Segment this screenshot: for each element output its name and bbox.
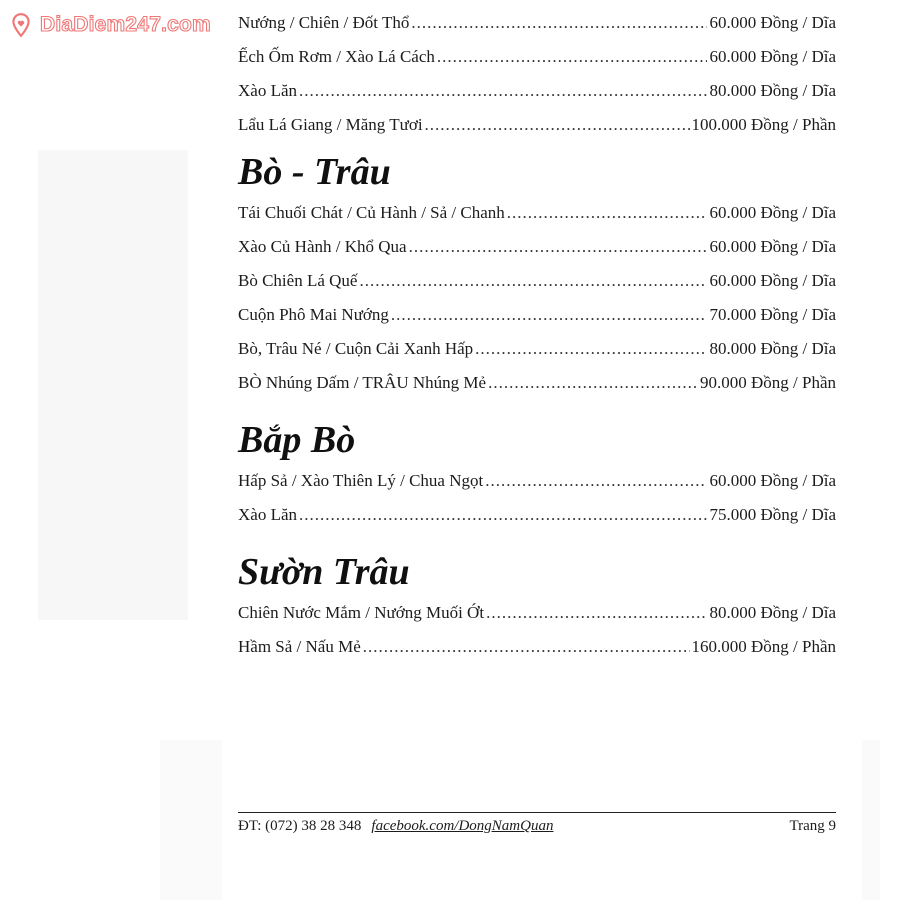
menu-item-price: 60.000 Đồng / Dĩa bbox=[709, 471, 836, 490]
section-heading: Sườn Trâu bbox=[238, 551, 410, 593]
menu-item bbox=[238, 74, 836, 108]
menu-item-name: Ếch Ốm Rơm / Xào Lá Cách bbox=[238, 47, 435, 66]
menu-item-name: Tái Chuối Chát / Củ Hành / Sả / Chanh bbox=[238, 203, 505, 222]
dot-leader bbox=[486, 596, 707, 630]
dot-leader bbox=[299, 74, 707, 108]
map-pin-icon bbox=[8, 12, 34, 38]
menu-item bbox=[238, 6, 836, 40]
watermark-text: DiaDiem247.com bbox=[40, 13, 211, 36]
menu-item-name: Xào Củ Hành / Khổ Qua bbox=[238, 237, 407, 256]
menu-item bbox=[238, 498, 836, 532]
menu-item-price: 60.000 Đồng / Dĩa bbox=[709, 237, 836, 256]
dot-leader bbox=[391, 298, 708, 332]
menu-section-suon-trau bbox=[238, 550, 836, 664]
menu-item-price: 60.000 Đồng / Dĩa bbox=[709, 203, 836, 222]
footer-divider bbox=[238, 812, 836, 813]
menu-item bbox=[238, 366, 836, 400]
menu-item-name: Bò Chiên Lá Quế bbox=[238, 271, 358, 290]
menu-item bbox=[238, 196, 836, 230]
watermark bbox=[8, 12, 211, 38]
menu-item-name: Chiên Nước Mắm / Nướng Muối Ớt bbox=[238, 603, 485, 622]
menu-item bbox=[238, 630, 836, 664]
menu-item bbox=[238, 40, 836, 74]
menu-item bbox=[238, 332, 836, 366]
menu-item bbox=[238, 108, 836, 142]
dot-leader bbox=[299, 498, 707, 532]
menu-item-price: 70.000 Đồng / Dĩa bbox=[709, 305, 836, 324]
dot-leader bbox=[485, 464, 707, 498]
menu-item-price: 60.000 Đồng / Dĩa bbox=[709, 47, 836, 66]
menu-item-price: 80.000 Đồng / Dĩa bbox=[709, 81, 836, 100]
footer-phone: ĐT: (072) 38 28 348 bbox=[238, 818, 362, 834]
menu-item-price: 100.000 Đồng / Phần bbox=[691, 115, 836, 134]
menu-item-price: 60.000 Đồng / Dĩa bbox=[709, 13, 836, 32]
section-heading: Bắp Bò bbox=[238, 419, 356, 461]
dot-leader bbox=[437, 40, 708, 74]
menu-item-name: Nướng / Chiên / Đốt Thổ bbox=[238, 13, 410, 32]
menu-section-bo-trau bbox=[238, 150, 836, 400]
section-heading: Bò - Trâu bbox=[238, 151, 391, 193]
menu-item-name: Xào Lăn bbox=[238, 505, 298, 524]
background-panel bbox=[38, 150, 188, 620]
dot-leader bbox=[359, 264, 707, 298]
menu-item bbox=[238, 464, 836, 498]
dot-leader bbox=[409, 230, 708, 264]
menu-item-price: 160.000 Đồng / Phần bbox=[691, 637, 836, 656]
page-number: Trang 9 bbox=[789, 818, 836, 834]
menu-item-price: 90.000 Đồng / Phần bbox=[700, 373, 836, 392]
dot-leader bbox=[507, 196, 708, 230]
dot-leader bbox=[425, 108, 690, 142]
menu-item-price: 80.000 Đồng / Dĩa bbox=[709, 603, 836, 622]
menu-item-name: Hầm Sả / Nấu Mẻ bbox=[238, 637, 361, 656]
dot-leader bbox=[475, 332, 707, 366]
menu-item bbox=[238, 596, 836, 630]
page-footer bbox=[238, 816, 836, 836]
menu-item-name: Xào Lăn bbox=[238, 81, 298, 100]
dot-leader bbox=[411, 6, 707, 40]
menu-item-price: 80.000 Đồng / Dĩa bbox=[709, 339, 836, 358]
menu-item-name: Cuộn Phô Mai Nướng bbox=[238, 305, 389, 324]
menu-item-name: Hấp Sả / Xào Thiên Lý / Chua Ngọt bbox=[238, 471, 484, 490]
menu-section-bap-bo bbox=[238, 418, 836, 532]
menu-section-continued bbox=[238, 6, 836, 142]
menu-item-name: Lẩu Lá Giang / Măng Tươi bbox=[238, 115, 423, 134]
menu-item-name: BÒ Nhúng Dấm / TRÂU Nhúng Mẻ bbox=[238, 373, 487, 392]
menu-item-price: 60.000 Đồng / Dĩa bbox=[709, 271, 836, 290]
dot-leader bbox=[363, 630, 690, 664]
menu-item bbox=[238, 264, 836, 298]
menu-item-price: 75.000 Đồng / Dĩa bbox=[709, 505, 836, 524]
menu-item bbox=[238, 298, 836, 332]
dot-leader bbox=[488, 366, 698, 400]
menu-item-name: Bò, Trâu Né / Cuộn Cải Xanh Hấp bbox=[238, 339, 474, 358]
footer-facebook-link[interactable]: facebook.com/DongNamQuan bbox=[371, 818, 554, 834]
menu-item bbox=[238, 230, 836, 264]
